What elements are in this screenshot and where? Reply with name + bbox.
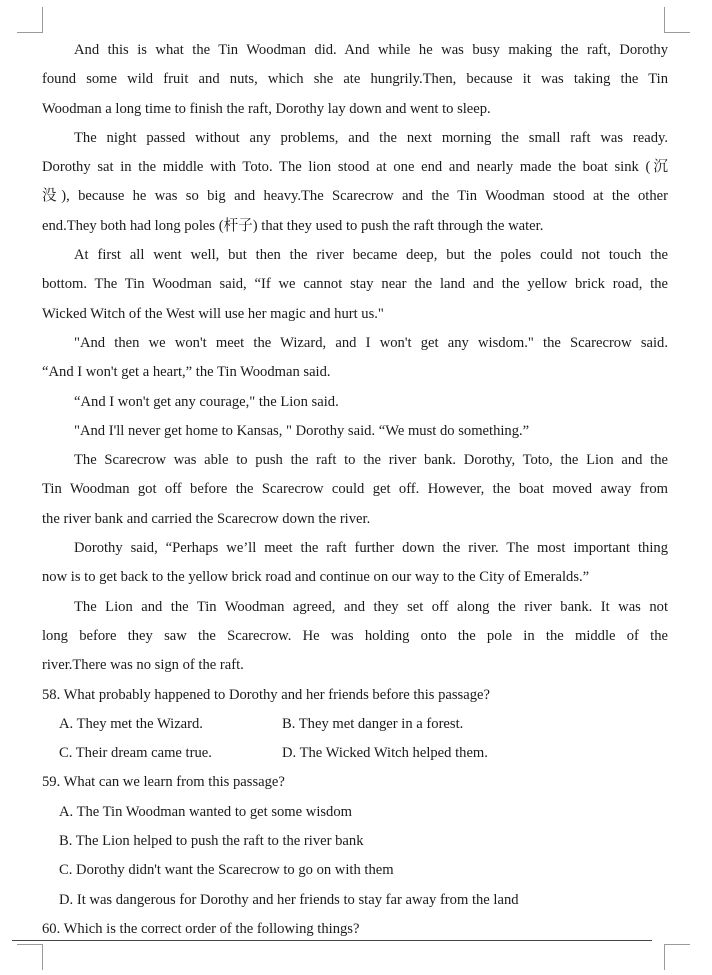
option-58-d: D. The Wicked Witch helped them. [282,745,488,762]
passage-line: end.They both had long poles (杆子) that they used to push the raft through the water. [42,217,544,234]
passage-line: river.There was no sign of the raft. [42,657,244,674]
option-58-c: C. Their dream came true. [59,745,212,762]
bottom-rule [12,940,652,941]
passage-line: “And I won't get a heart,” the Tin Woodman said. [42,364,331,381]
passage-line: 没), because he was so big and heavy.The Scarecrow and the Tin Woodman stood at the other [42,188,668,205]
passage-line: Dorothy said, “Perhaps we’ll meet the raft further down the river. The most important thing [74,540,668,557]
passage-line: Woodman a long time to finish the raft, Dorothy lay down and went to sleep. [42,100,491,117]
passage-line: long before they saw the Scarecrow. He was holding onto the pole in the middle of the [42,627,668,644]
option-59-d: D. It was dangerous for Dorothy and her friends to stay far away from the land [59,891,519,908]
passage-line: At first all went well, but then the river became deep, but the poles could not touch the [74,247,668,264]
passage-line: "And then we won't meet the Wizard, and I won't get any wisdom." the Scarecrow said. [74,334,668,351]
question-58-options-row-1 [42,710,668,739]
document-body [42,36,668,944]
passage-line: bottom. The Tin Woodman said, “If we cannot stay near the land and the yellow brick road, the [42,276,668,293]
question-59: 59. What can we learn from this passage? [42,774,285,791]
passage-line: “And I won't get any courage," the Lion said. [74,393,339,410]
option-59-c: C. Dorothy didn't want the Scarecrow to go on with them [59,862,394,879]
question-58: 58. What probably happened to Dorothy and her friends before this passage? [42,686,490,703]
passage-line: Tin Woodman got off before the Scarecrow could get off. However, the boat moved away from [42,481,668,498]
question-60: 60. Which is the correct order of the following things? [42,920,360,937]
passage-line: And this is what the Tin Woodman did. And while he was busy making the raft, Dorothy [74,42,668,58]
passage-line: Dorothy sat in the middle with Toto. The lion stood at one end and nearly made the boat sink (沉 [42,159,668,176]
passage-line: the river bank and carried the Scarecrow down the river. [42,510,371,527]
passage-line: Wicked Witch of the West will use her magic and hurt us." [42,305,384,322]
option-58-a: A. They met the Wizard. [59,715,203,732]
passage-line: found some wild fruit and nuts, which she ate hungrily.Then, because it was taking the Tin [42,71,668,88]
passage-line: now is to get back to the yellow brick road and continue on our way to the City of Emeralds.” [42,569,590,586]
option-59-b: B. The Lion helped to push the raft to the river bank [59,833,364,850]
option-59-a: A. The Tin Woodman wanted to get some wisdom [59,803,352,820]
passage-line: The Lion and the Tin Woodman agreed, and they set off along the river bank. It was not [74,598,668,615]
passage-line: The night passed without any problems, and the next morning the small raft was ready. [74,129,668,146]
question-58-options-row-2 [42,739,668,768]
passage-line: The Scarecrow was able to push the raft to the river bank. Dorothy, Toto, the Lion and the [74,452,668,469]
passage-line: "And I'll never get home to Kansas, " Dorothy said. “We must do something.” [74,422,530,439]
option-58-b: B. They met danger in a forest. [282,715,464,732]
